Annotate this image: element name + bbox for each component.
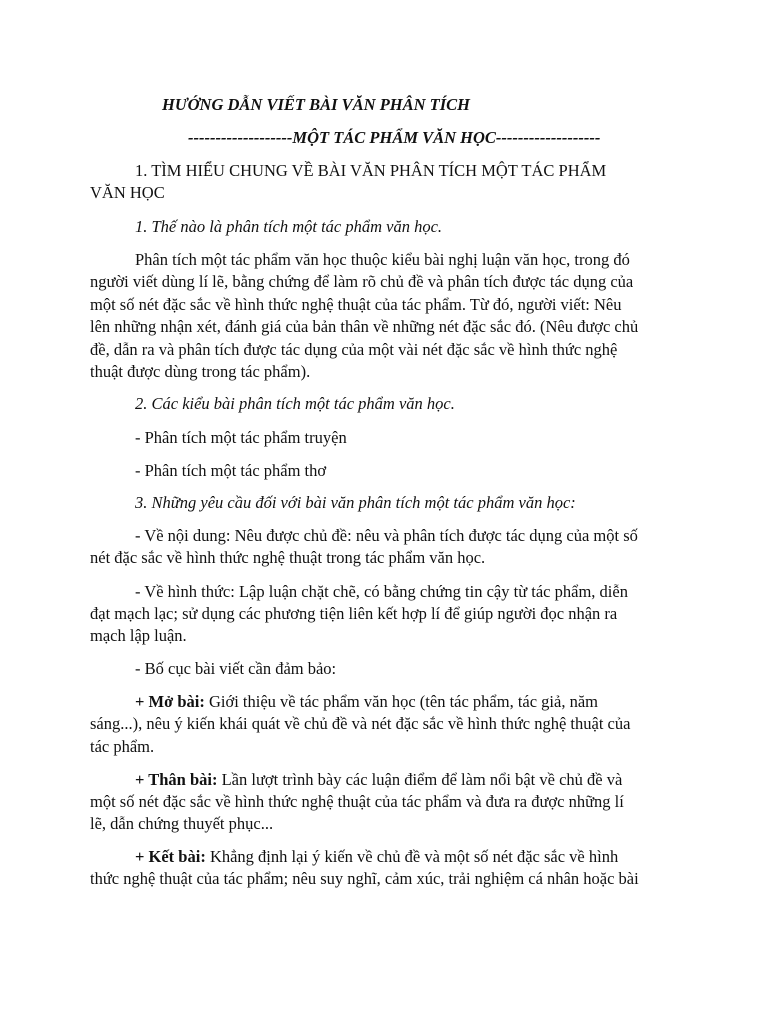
than-bai-text: Lần lượt trình bày các luận điểm để làm nổi bật về chủ đề và xyxy=(217,770,623,789)
mo-bai-label: + Mở bài: xyxy=(135,692,205,711)
sub2-heading: 2. Các kiểu bài phân tích một tác phẩm văn học. xyxy=(135,394,455,413)
than-bai-line2: một số nét đặc sắc về hình thức nghệ thuật của tác phẩm và đưa ra được những lí xyxy=(90,792,624,811)
content-requirement-line: - Về nội dung: Nêu được chủ đề: nêu và phân tích được tác dụng của một số xyxy=(135,526,638,545)
content-requirement-line: nét đặc sắc về hình thức nghệ thuật trong tác phẩm văn học. xyxy=(90,548,486,567)
sub1-line: Phân tích một tác phẩm văn học thuộc kiểu bài nghị luận văn học, trong đó xyxy=(135,250,630,269)
ket-bai-line2: thức nghệ thuật của tác phẩm; nêu suy nghĩ, cảm xúc, trải nghiệm cá nhân hoặc bài xyxy=(90,869,639,888)
mo-bai-line2: sáng...), nêu ý kiến khái quát về chủ đề và nét đặc sắc về hình thức nghệ thuật của xyxy=(90,714,631,733)
section1-heading-line1: 1. TÌM HIỂU CHUNG VỀ BÀI VĂN PHÂN TÍCH MỘT TÁC PHẨM xyxy=(135,161,607,180)
sub1-line: thuật được dùng trong tác phẩm). xyxy=(90,362,311,381)
form-requirement-line: đạt mạch lạc; sử dụng các phương tiện liên kết hợp lí để giúp người đọc nhận ra xyxy=(90,604,618,623)
section1-heading-line2: VĂN HỌC xyxy=(90,183,165,202)
sub2-item: - Phân tích một tác phẩm truyện xyxy=(135,428,347,447)
ket-bai-text: Khẳng định lại ý kiến về chủ đề và một số nét đặc sắc về hình xyxy=(205,847,619,866)
document-title-line1: HƯỚNG DẪN VIẾT BÀI VĂN PHÂN TÍCH xyxy=(162,95,470,114)
mo-bai-line3: tác phẩm. xyxy=(90,737,155,756)
sub1-line: đề, dẫn ra và phân tích được tác dụng của một vài nét đặc sắc về hình thức nghệ xyxy=(90,340,618,359)
sub2-item: - Phân tích một tác phẩm thơ xyxy=(135,461,327,480)
than-bai-line1 xyxy=(135,769,622,791)
layout-requirement: - Bố cục bài viết cần đảm bảo: xyxy=(135,659,337,678)
sub3-heading: 3. Những yêu cầu đối với bài văn phân tích một tác phẩm văn học: xyxy=(135,493,576,512)
sub1-line: lên những nhận xét, đánh giá của bản thân về những nét đặc sắc đó. (Nêu được chủ xyxy=(90,317,639,336)
ket-bai-line1 xyxy=(135,846,618,868)
sub1-heading: 1. Thế nào là phân tích một tác phẩm văn học. xyxy=(135,217,443,236)
than-bai-label: + Thân bài: xyxy=(135,770,218,789)
sub1-line: người viết dùng lí lẽ, bằng chứng để làm rõ chủ đề và phân tích được tác dụng của xyxy=(90,272,634,291)
mo-bai-line1 xyxy=(135,691,598,713)
sub1-line: một số nét đặc sắc về hình thức nghệ thuật của tác phẩm. Từ đó, người viết: Nêu xyxy=(90,295,622,314)
ket-bai-label: + Kết bài: xyxy=(135,847,206,866)
document-title-line2: -------------------MỘT TÁC PHẨM VĂN HỌC------------------- xyxy=(188,128,601,147)
mo-bai-text: Giới thiệu về tác phẩm văn học (tên tác phẩm, tác giả, năm xyxy=(204,692,598,711)
form-requirement-line: mạch lập luận. xyxy=(90,626,187,645)
form-requirement-line: - Về hình thức: Lập luận chặt chẽ, có bằng chứng tin cậy từ tác phẩm, diễn xyxy=(135,582,628,601)
than-bai-line3: lẽ, dẫn chứng thuyết phục... xyxy=(90,814,274,833)
